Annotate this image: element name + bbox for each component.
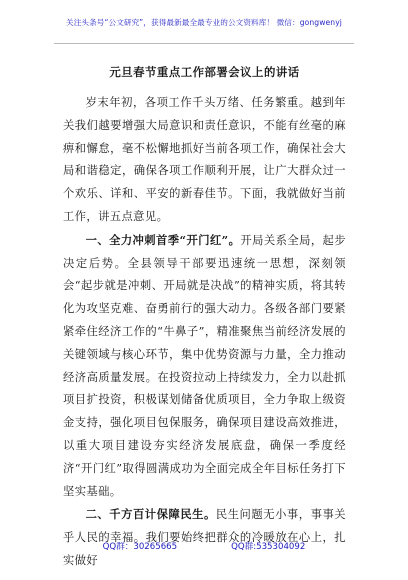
section-1-heading: 一、全力冲刺首季“开门红”。 <box>85 232 241 247</box>
section-2-paragraph <box>63 503 346 572</box>
section-2-body: 民生问题无小事，事事关乎人民的幸福。我们要始终把群众的冷暖放在心上，扎实做好 <box>63 508 347 567</box>
contact-footer <box>0 540 408 552</box>
document-body <box>63 64 346 573</box>
qq-group-1: QQ群：30265665 <box>102 542 178 552</box>
intro-paragraph: 岁末年初，各项工作千头万绪、任务繁重。越到年关我们越要增强大局意识和责任意识，不能有丝毫的麻痹和懈怠，毫不松懈地抓好当前各项工作，确保社会大局和谐稳定，确保各项工作顺利开展，让广大群众过一个欢乐、详和、平安的新春佳节。下面，我就做好当前工作，讲五点意见。 <box>63 96 346 223</box>
qq-group-2: QQ群:535304092 <box>231 542 306 552</box>
promo-text: 关注头条号“公文研究”，获得最新最全最专业的公文资料库！ 微信：gongwenyj <box>66 17 342 27</box>
section-2-heading: 二、千方百计保障民生。 <box>85 507 216 522</box>
document-title: 元旦春节重点工作部署会议上的讲话 <box>109 65 300 79</box>
promo-header <box>0 0 408 56</box>
header-divider <box>54 43 354 44</box>
section-1-body: 开局关系全局，起步决定后势。全县领导干部要迅速统一思想，深刻领会“起步就是冲刺、开局就是决战”的精神实质，将其转化为攻坚克难、奋勇前行的强大动力。各级各部门要紧紧牵住经济工作的“牛鼻子”，精准聚焦当前经济发展的关键领域与核心环节，集中优势资源与力量，全力推动经济高质量发展。在投资拉动上持续发力，全力以赴抓项目扩投资，积极谋划储备优质项目，全力争取上级资金支持，强化项目包保服务，确保项目建设高效推进，以重大项目建设夯实经济发展底盘，确保一季度经济“开门红”取得圆满成功为全面完成全年目标任务打下坚实基础。 <box>63 233 346 498</box>
section-1-paragraph <box>63 229 346 504</box>
